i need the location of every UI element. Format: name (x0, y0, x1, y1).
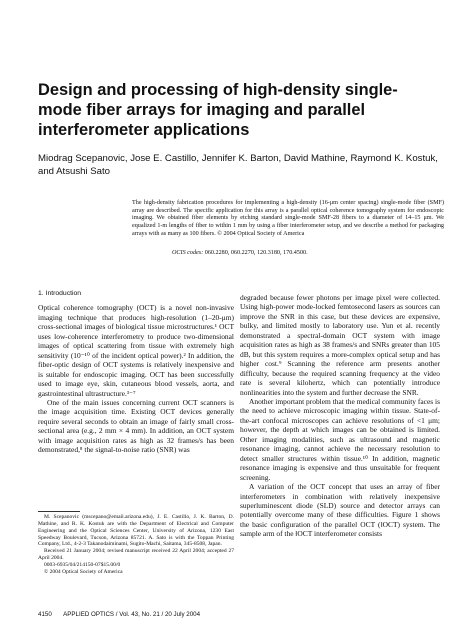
ocis-label: OCIS codes: (172, 250, 204, 256)
page-number: 4150 (38, 611, 52, 618)
page-footer (38, 611, 438, 618)
ocis-values: 060.2280, 060.2270, 120.3180, 170.4500. (204, 250, 308, 256)
body-paragraph: Another important problem that the medical community faces is the need to achieve microscopic imaging within tissue. State-of-the-art confocal microscopes can achieve resolutions of <1 μm; however, the depth at which images can be obtained is limited. Other imaging modalities, such as ultrasound and magnetic resonance imaging, cannot achieve the necessary resolution to detect smaller structures within tissue.¹⁰ In addition, magnetic resonance imaging is expensive and thus unsuitable for frequent screening. (240, 396, 440, 482)
section-heading: 1. Introduction (38, 290, 82, 297)
footnotes (38, 514, 234, 576)
footnote-received: Received 21 January 2004; revised manuscript received 22 April 2004; accepted 27 April 2004. (38, 548, 234, 562)
body-paragraph: One of the main issues concerning current OCT scanners is the image acquisition time. Existing OCT devices generally require several seconds to obtain an image of fairly small cross-sectional area (e.g., 2 mm × 4 mm). In addition, an OCT system with image acquisition rates as high as 32 frames/s has been demonstrated,⁸ the signal-to-noise ratio (SNR) was (38, 397, 234, 455)
abstract: The high-density fabrication procedures for implementing a high-density (16-μm center spacing) single-mode fiber (SMF) array are described. The specific application for this array is a parallel optical coherence tomography system for endoscopic imaging. We obtained fiber elements by etching standard single-mode SMF-28 fibers to a diameter of 14–15 μm. We equalized 1-m lengths of fiber to within 1 mm by using a fiber interferometer setup, and we describe a method for packaging arrays with as many as 100 fibers. © 2004 Optical Society of America (132, 200, 444, 237)
body-paragraph: Optical coherence tomography (OCT) is a novel non-invasive imaging technique that produces high-resolution (1–20-μm) cross-sectional images of biological tissue microstructures.¹ OCT uses low-coherence interferometry to produce two-dimensional images of optical scattering from tissue with extremely high sensitivity (10⁻¹⁰ of the incident optical power).² In addition, the fiber-optic design of OCT systems is relatively inexpensive and is suitable for endoscopic imaging. OCT has been successfully used to image eye, skin, cutaneous blood vessels, aorta, and gastrointestinal ultrastructure.³⁻⁷ (38, 303, 234, 398)
author-list: Miodrag Scepanovic, Jose E. Castillo, Jennifer K. Barton, David Mathine, Raymond K. Kostuk, and Atsushi Sato (38, 153, 438, 177)
footnote-affiliation: M. Scepanovic (mscepano@email.arizona.edu), J. E. Castillo, J. K. Barton, D. Mathine, and R. K. Kostuk are with the Department of Electrical and Computer Engineering and the Optical Sciences Center, University of Arizona, 1230 East Speedway Boulevard, Tucson, Arizona 85721. A. Sato is with the Toppan Printing Company, Ltd., 4-2-3 Takanodaiminami, Sugito-Machi, Saitama, 345-8508, Japan. (38, 514, 234, 548)
body-paragraph: A variation of the OCT concept that uses an array of fiber interferometers in combination with relatively inexpensive superluminescent diode (SLD) source and detector arrays can potentially overcome many of these difficulties. Figure 1 shows the basic configuration of the parallel OCT (ǁOCT) system. The sample arm of the ǁOCT interferometer consists (240, 482, 440, 539)
right-column (240, 293, 440, 539)
footnote-copyright: © 2004 Optical Society of America (44, 568, 123, 575)
ocis-codes (172, 250, 452, 258)
journal-citation: APPLIED OPTICS / Vol. 43, No. 21 / 20 July 2004 (63, 611, 201, 618)
footnote-divider (38, 511, 80, 512)
footnote-code: 0003-6935/04/214150-07$15.00/0 (44, 561, 121, 568)
left-column (38, 289, 234, 455)
body-paragraph: degraded because fewer photons per image pixel were collected. Using high-power mode-locked femtosecond lasers as sources can improve the SNR in this case, but these devices are expensive, bulky, and limited mostly to laboratory use. Yun et al. recently demonstrated a spectral-domain OCT system with image acquisition rates as high as 38 frames/s and SNRs greater than 105 dB, but this system requires a more-complex optical setup and has higher cost.⁹ Scanning the reference arm presents another difficulty, because the required scanning frequency at the video rate is several kilohertz, which can potentially introduce nonlinearities into the system and further decrease the SNR. (240, 293, 440, 397)
paper-title: Design and processing of high-density single-mode fiber arrays for imaging and parallel interferometer applications (38, 81, 398, 139)
